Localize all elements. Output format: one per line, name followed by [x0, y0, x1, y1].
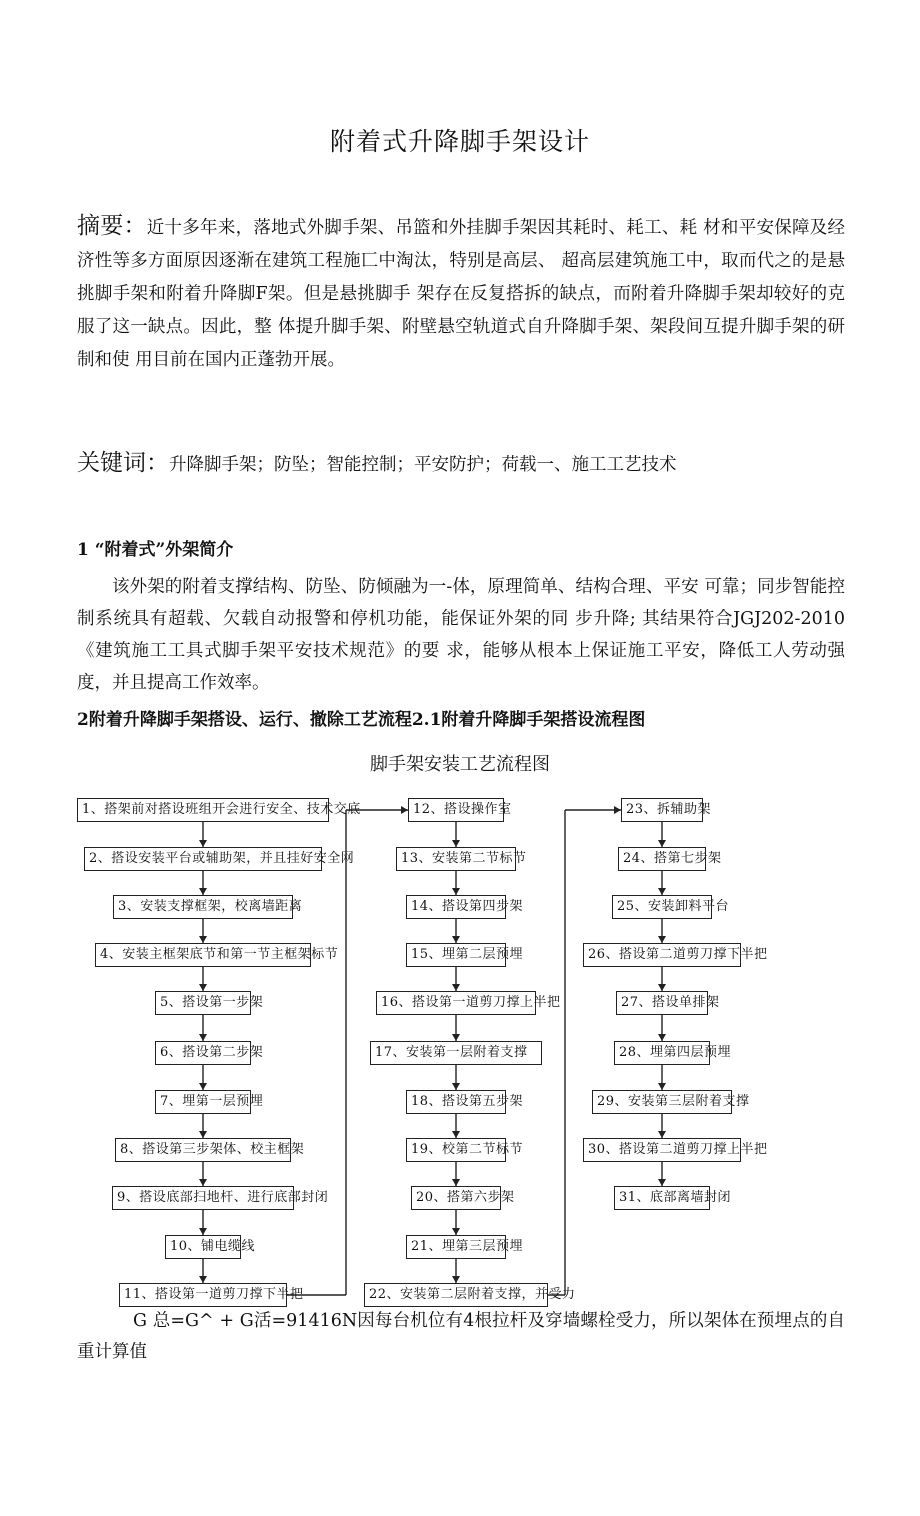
flow-step-box: 2、搭设安装平台或辅助架，并且挂好安全网 [84, 847, 322, 871]
flow-step-box: 31、底部离墙封闭 [614, 1186, 710, 1210]
flow-step-box: 5、搭设第一步架 [155, 991, 251, 1015]
flow-step-box: 16、搭设第一道剪刀撑上半把 [376, 991, 536, 1015]
flow-arrow [199, 936, 207, 943]
flow-step-box: 17、安装第一层附着支撑 [370, 1041, 542, 1065]
flow-arrow [658, 840, 666, 847]
flow-arrow [658, 1034, 666, 1041]
flow-step-box: 22、安装第二层附着支撑，并受力 [364, 1283, 548, 1307]
flow-arrow [452, 1034, 460, 1041]
abstract-label: 摘要： [77, 213, 147, 239]
flow-step-box: 18、搭设第五步架 [406, 1090, 506, 1114]
flow-arrow [658, 1131, 666, 1138]
flow-arrow [199, 888, 207, 895]
section1-paragraph: 该外架的附着支撑结构、防坠、防倾融为一-体，原理简单、结构合理、平安 可靠；同步智能控制系统具有超载、欠载自动报警和停机功能，能保证外架的同 步升降; 其结果符合JGJ202-2010《建筑施工工具式脚手架平安技术规范》的要 求，能够从根本上保证施工平安，降低工人劳动强度，并且提高工作效率。 [77, 577, 845, 693]
flow-step-box: 8、搭设第三步架体、校主框架 [115, 1138, 291, 1162]
flow-arrow [452, 1276, 460, 1283]
flow-arrow [658, 984, 666, 991]
flow-step-box: 13、安装第二节标节 [396, 847, 516, 871]
flow-arrow [614, 806, 621, 814]
flow-arrow [452, 984, 460, 991]
flow-arrow [452, 888, 460, 895]
flow-arrow [401, 806, 408, 814]
calculation-text: G 总=G^ + G活=91416N因每台机位有4根拉杆及穿墙螺栓受力，所以架体在预埋点的自重计算值 [77, 1311, 845, 1362]
document-title: 附着式升降脚手架设计 [329, 127, 590, 156]
flow-arrow [452, 1179, 460, 1186]
flow-step-box: 14、搭设第四步架 [406, 895, 506, 919]
flow-arrow [199, 1083, 207, 1090]
abstract-text: 近十多年来，落地式外脚手架、吊篮和外挂脚手架因其耗时、耗工、耗 材和平安保障及经济性等多方面原因逐渐在建筑工程施匸中淘汰，特别是高层、 超高层建筑施工中，取而代之的是悬挑脚手架和附着升降脚F架。但是悬挑脚手 架存在反复搭拆的缺点，而附着升降脚手架却较好的克服了这一缺点。因此，整 体提升脚手架、附壁悬空轨道式自升降脚手架、架段间互提升脚手架的研制和使 用目前在国内正蓬勃开展。 [77, 218, 845, 370]
flow-step-box: 3、安装支撑框架，校离墙距离 [113, 895, 293, 919]
flow-step-box: 25、安装卸料平台 [612, 895, 712, 919]
flow-arrow [199, 1179, 207, 1186]
flow-step-box: 24、搭第七步架 [618, 847, 706, 871]
flowchart-title: 脚手架安装工艺流程图 [370, 754, 550, 775]
flow-step-box: 21、埋第三层预埋 [406, 1235, 506, 1259]
flow-arrow [658, 888, 666, 895]
flow-arrow [452, 1131, 460, 1138]
flow-arrow [452, 1083, 460, 1090]
flow-arrow [452, 1228, 460, 1235]
flow-arrow [658, 1179, 666, 1186]
flow-arrow [199, 1034, 207, 1041]
flow-step-box: 19、校第二节标节 [406, 1138, 506, 1162]
flow-step-box: 12、搭设操作室 [408, 798, 504, 822]
flow-step-box: 10、铺电缆线 [165, 1235, 241, 1259]
flow-step-box: 9、搭设底部扫地杆、进行底部封闭 [112, 1186, 294, 1210]
keywords-text: 升降脚手架；防坠；智能控制；平安防护；荷载一、施工工艺技术 [169, 455, 677, 475]
keywords-label: 关键词： [77, 450, 169, 476]
flow-step-box: 27、搭设单排架 [616, 991, 708, 1015]
flow-arrow [452, 936, 460, 943]
flow-step-box: 28、埋第四层预埋 [614, 1041, 710, 1065]
flow-step-box: 1、搭架前对搭设班组开会进行安全、技术交底 [77, 798, 329, 822]
flow-step-box: 6、搭设第二步架 [155, 1041, 251, 1065]
section2-heading: 2附着升降脚手架搭设、运行、撤除工艺流程2.1附着升降脚手架搭设流程图 [77, 710, 646, 730]
flow-arrow [199, 1131, 207, 1138]
flow-arrow [199, 840, 207, 847]
flow-arrow [658, 1083, 666, 1090]
flow-step-box: 26、搭设第二道剪刀撑下半把 [583, 943, 741, 967]
flow-arrow [452, 840, 460, 847]
section1-heading: 1 “附着式”外架简介 [77, 540, 234, 560]
flow-step-box: 20、搭第六步架 [411, 1186, 501, 1210]
flow-arrow [199, 984, 207, 991]
flow-arrow [199, 1228, 207, 1235]
flow-step-box: 4、安装主框架底节和第一节主框架标节 [95, 943, 311, 967]
flow-arrow [658, 936, 666, 943]
flow-arrow [199, 1276, 207, 1283]
flow-step-box: 29、安装第三层附着支撑 [592, 1090, 732, 1114]
flow-step-box: 30、搭设第二道剪刀撑上半把 [583, 1138, 741, 1162]
flow-step-box: 7、埋第一层预埋 [155, 1090, 251, 1114]
flow-step-box: 23、拆辅助架 [621, 798, 703, 822]
flow-step-box: 11、搭设第一道剪刀撑下半把 [119, 1283, 287, 1307]
flow-step-box: 15、埋第二层预埋 [406, 943, 506, 967]
